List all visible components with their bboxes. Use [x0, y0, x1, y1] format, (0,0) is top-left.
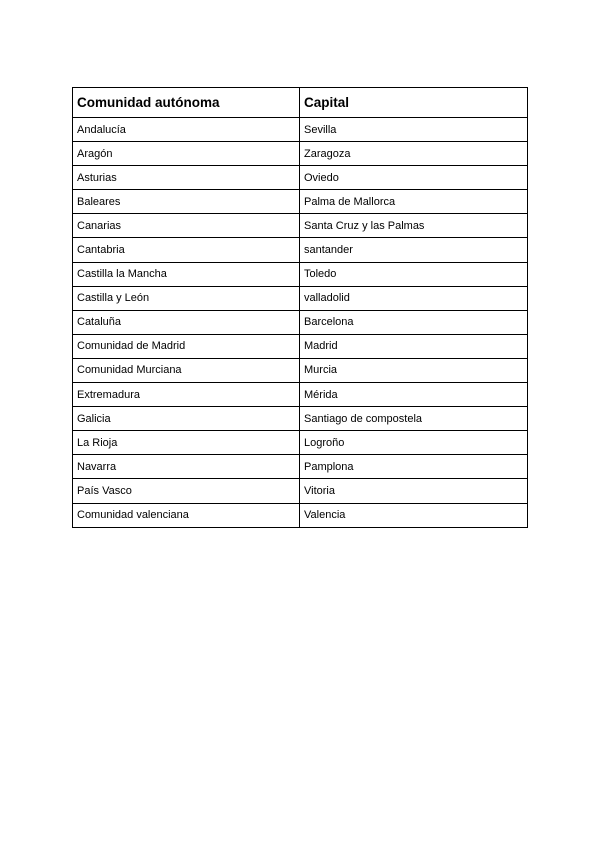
community-cell: Asturias: [73, 166, 300, 190]
community-cell: País Vasco: [73, 479, 300, 503]
community-cell: Extremadura: [73, 383, 300, 407]
community-cell: Andalucía: [73, 118, 300, 142]
column-header-capital: Capital: [300, 88, 528, 118]
community-cell: Cantabria: [73, 238, 300, 262]
capital-cell: Vitoria: [300, 479, 528, 503]
capital-cell: Toledo: [300, 262, 528, 286]
column-header-community: Comunidad autónoma: [73, 88, 300, 118]
capital-cell: Barcelona: [300, 310, 528, 334]
table-row: [73, 214, 528, 238]
community-cell: Castilla y León: [73, 286, 300, 310]
capital-cell: Zaragoza: [300, 142, 528, 166]
capital-cell: Logroño: [300, 431, 528, 455]
community-cell: Galicia: [73, 407, 300, 431]
table-row: [73, 407, 528, 431]
community-cell: Aragón: [73, 142, 300, 166]
capital-cell: santander: [300, 238, 528, 262]
community-cell: La Rioja: [73, 431, 300, 455]
table-row: [73, 358, 528, 382]
community-cell: Navarra: [73, 455, 300, 479]
table-row: [73, 190, 528, 214]
table-row: [73, 503, 528, 527]
capital-cell: Madrid: [300, 334, 528, 358]
community-cell: Canarias: [73, 214, 300, 238]
table-row: [73, 455, 528, 479]
table-row: [73, 310, 528, 334]
capital-cell: Santiago de compostela: [300, 407, 528, 431]
table-row: [73, 286, 528, 310]
table-row: [73, 118, 528, 142]
community-cell: Comunidad de Madrid: [73, 334, 300, 358]
community-cell: Comunidad Murciana: [73, 358, 300, 382]
community-cell: Baleares: [73, 190, 300, 214]
capital-cell: Mérida: [300, 383, 528, 407]
capital-cell: valladolid: [300, 286, 528, 310]
community-cell: Castilla la Mancha: [73, 262, 300, 286]
communities-table: [72, 87, 528, 528]
table-row: [73, 166, 528, 190]
capital-cell: Valencia: [300, 503, 528, 527]
table-row: [73, 238, 528, 262]
community-cell: Cataluña: [73, 310, 300, 334]
capital-cell: Palma de Mallorca: [300, 190, 528, 214]
capital-cell: Murcia: [300, 358, 528, 382]
table-row: [73, 262, 528, 286]
table-row: [73, 383, 528, 407]
capital-cell: Pamplona: [300, 455, 528, 479]
table-row: [73, 431, 528, 455]
capital-cell: Santa Cruz y las Palmas: [300, 214, 528, 238]
table-row: [73, 142, 528, 166]
table-row: [73, 334, 528, 358]
capital-cell: Sevilla: [300, 118, 528, 142]
capital-cell: Oviedo: [300, 166, 528, 190]
table-row: [73, 479, 528, 503]
table-header-row: [73, 88, 528, 118]
community-cell: Comunidad valenciana: [73, 503, 300, 527]
